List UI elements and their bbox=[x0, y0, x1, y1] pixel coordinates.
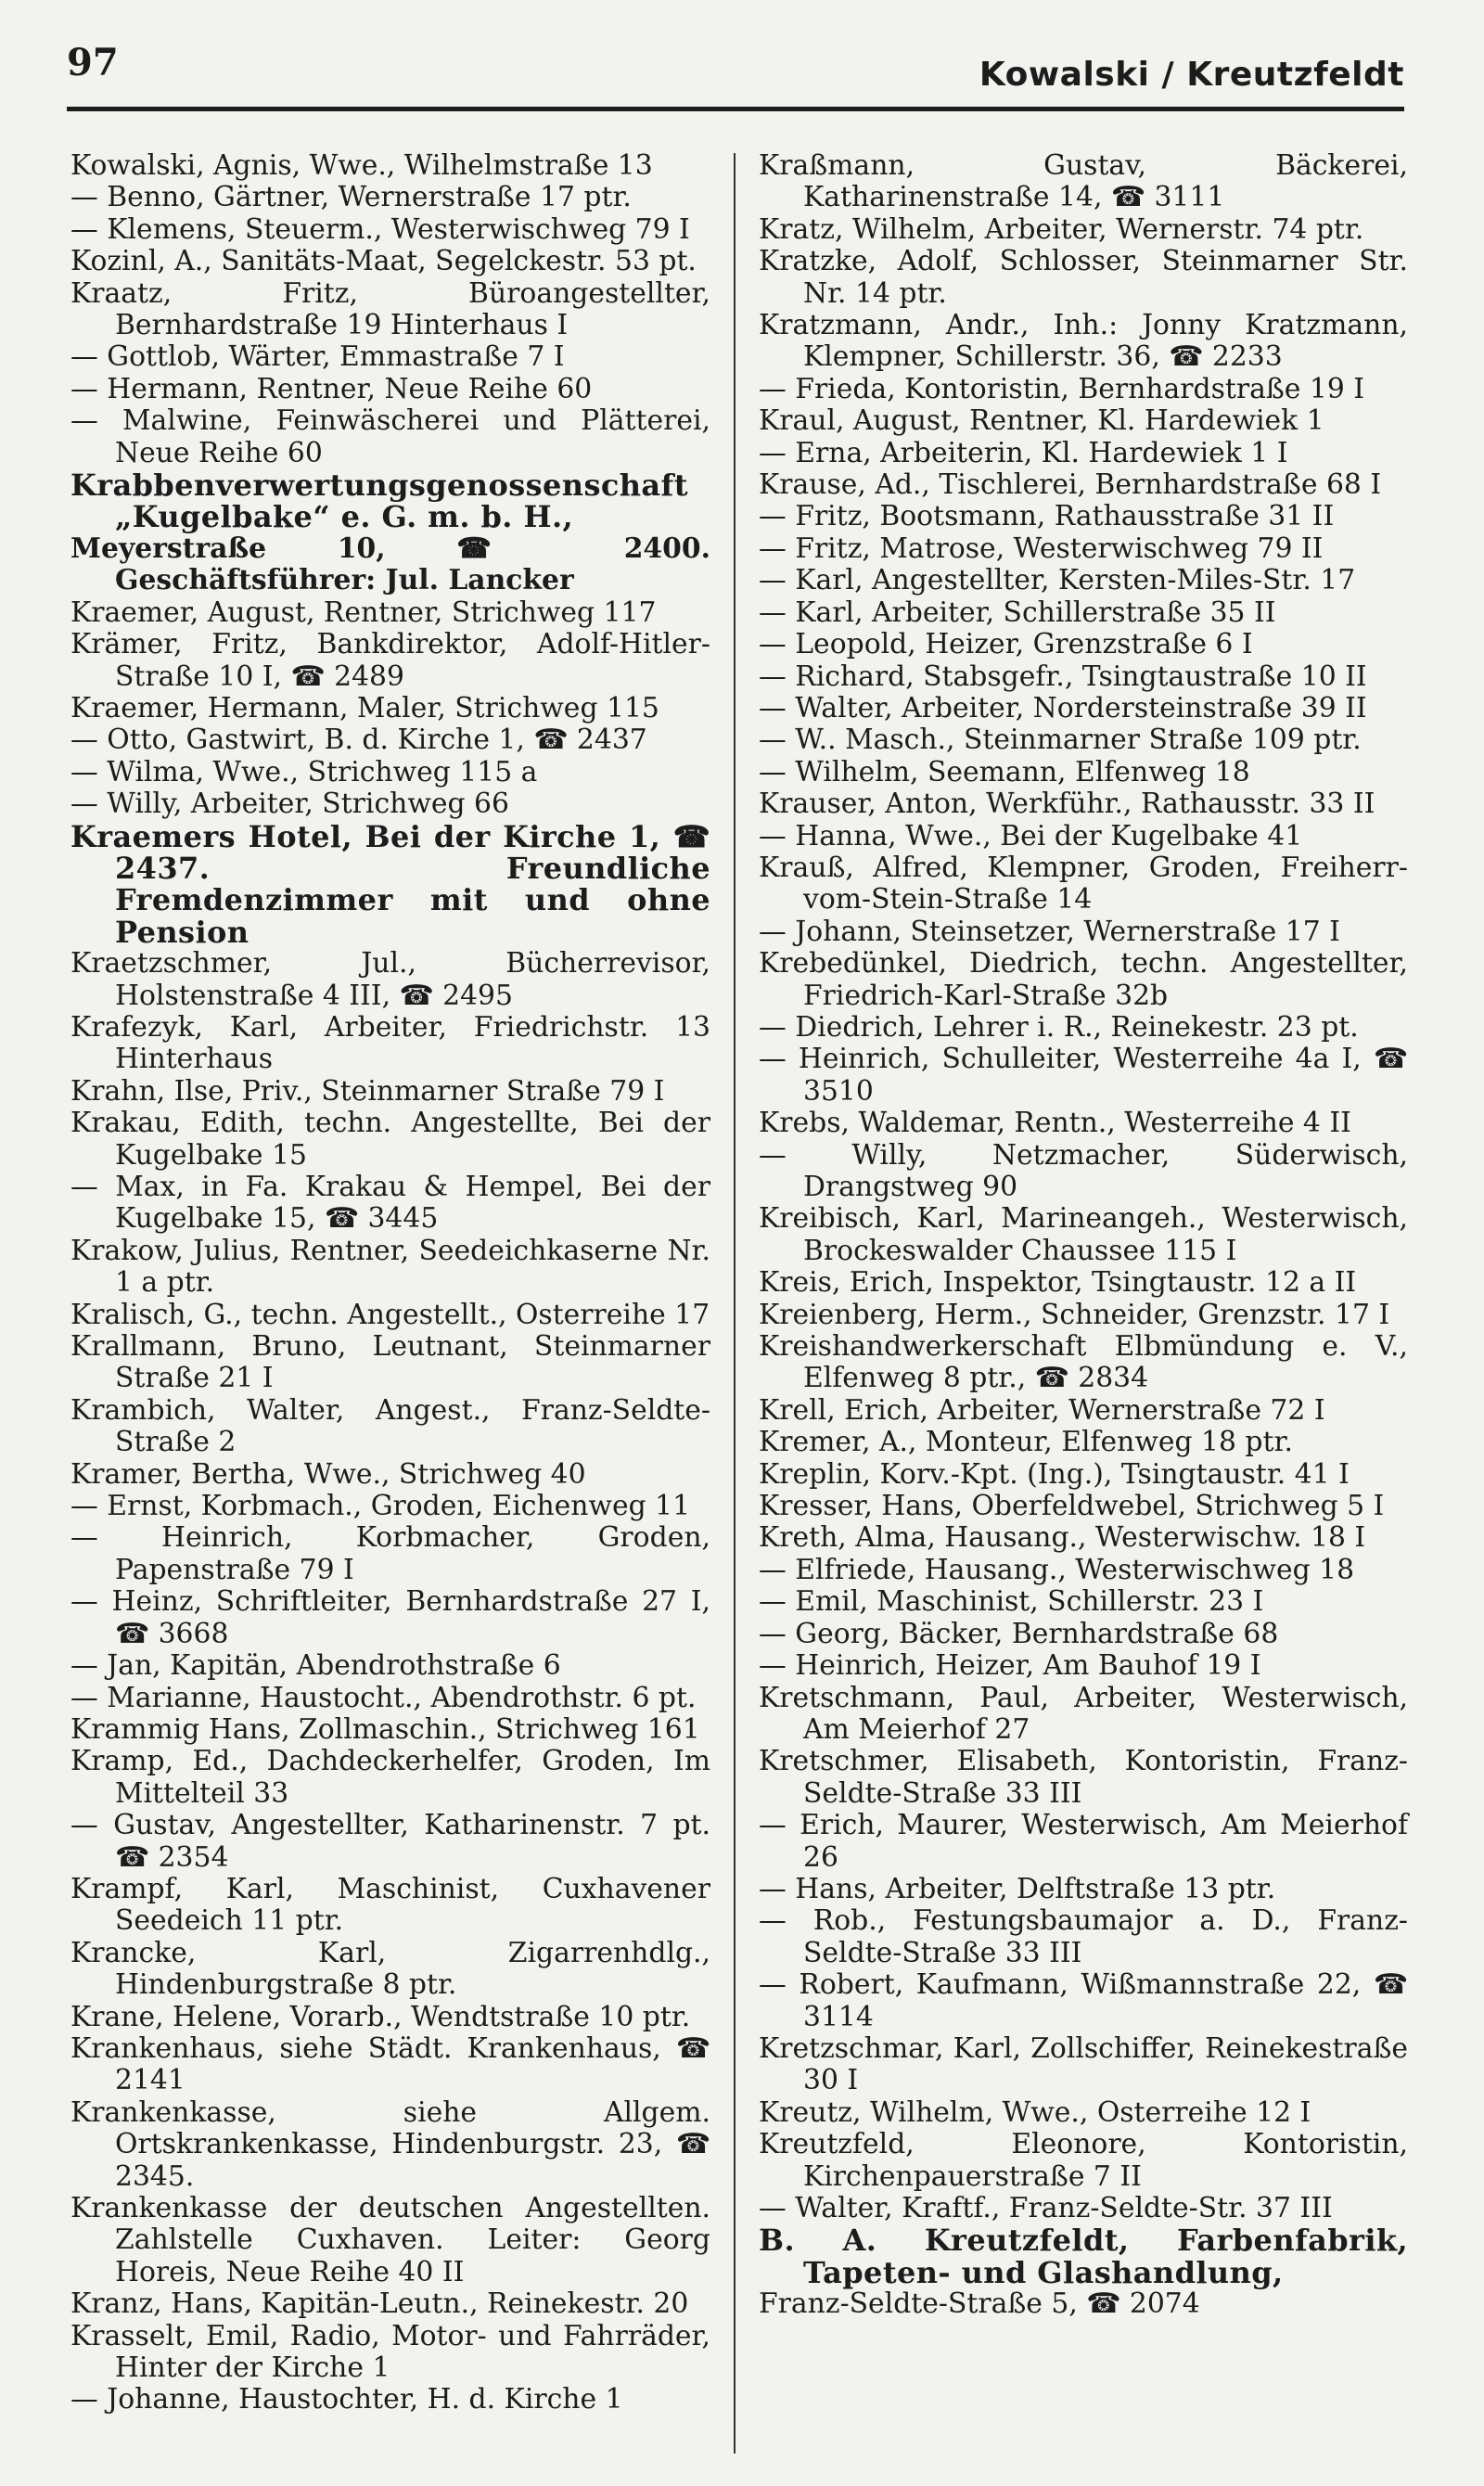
directory-entry: — Georg, Bäcker, Bernhardstraße 68 bbox=[759, 1617, 1279, 1650]
directory-entry: Kreibisch, Karl, Marineangeh., Westerwisch, Brockeswalder Chaussee 115 I bbox=[759, 1202, 1408, 1267]
directory-entry: Krahn, Ilse, Priv., Steinmarner Straße 79 I bbox=[70, 1074, 665, 1108]
directory-entry: Krause, Ad., Tischlerei, Bernhardstraße 68 I bbox=[759, 468, 1382, 502]
directory-entry: — Wilhelm, Seemann, Elfenweg 18 bbox=[759, 755, 1250, 788]
directory-entry: Kretzschmar, Karl, Zollschiffer, Reinekestraße 30 I bbox=[759, 2031, 1408, 2097]
directory-entry: Krauser, Anton, Werkführ., Rathausstr. 33 II bbox=[759, 788, 1375, 821]
right-column bbox=[759, 150, 1408, 2321]
directory-entry: — Diedrich, Lehrer i. R., Reinekestr. 23 pt. bbox=[759, 1010, 1359, 1044]
directory-entry: — Hans, Arbeiter, Delftstraße 13 ptr. bbox=[759, 1872, 1276, 1905]
directory-entry: — Frieda, Kontoristin, Bernhardstraße 19 I bbox=[759, 372, 1365, 405]
directory-entry: Meyerstraße 10, ☎ 2400. Geschäftsführer: Jul. Lancker bbox=[70, 532, 710, 597]
directory-entry: Krancke, Karl, Zigarrenhdlg., Hindenburgstraße 8 ptr. bbox=[70, 1936, 710, 2002]
directory-entry: Kramp, Ed., Dachdeckerhelfer, Groden, Im Mittelteil 33 bbox=[70, 1745, 710, 1810]
directory-entry: Krakau, Edith, techn. Angestellte, Bei der Kugelbake 15 bbox=[70, 1107, 710, 1172]
page-number: 97 bbox=[67, 41, 119, 84]
directory-entry: Kraemer, August, Rentner, Strichweg 117 bbox=[70, 596, 657, 629]
directory-entry: — Richard, Stabsgefr., Tsingtaustraße 10 II bbox=[759, 660, 1367, 693]
directory-entry: Kowalski, Agnis, Wwe., Wilhelmstraße 13 bbox=[70, 149, 653, 182]
directory-entry: — Heinrich, Heizer, Am Bauhof 19 I bbox=[759, 1649, 1261, 1683]
directory-entry: Kraemers Hotel, Bei der Kirche 1, ☎ 2437. Freundliche Fremdenzimmer mit und ohne Pension bbox=[70, 818, 710, 950]
header-rule bbox=[67, 107, 1404, 111]
directory-entry: Kreth, Alma, Hausang., Westerwischw. 18 I bbox=[759, 1521, 1366, 1555]
directory-entry: — Ernst, Korbmach., Groden, Eichenweg 11 bbox=[70, 1490, 691, 1523]
directory-entry: — Hanna, Wwe., Bei der Kugelbake 41 bbox=[759, 819, 1303, 852]
directory-entry: — Heinz, Schriftleiter, Bernhardstraße 27 I, ☎ 3668 bbox=[70, 1585, 710, 1650]
directory-entry: Kremer, A., Monteur, Elfenweg 18 ptr. bbox=[759, 1426, 1293, 1459]
directory-entry: — Wilma, Wwe., Strichweg 115 a bbox=[70, 755, 538, 788]
directory-entry: — Malwine, Feinwäscherei und Plätterei, Neue Reihe 60 bbox=[70, 404, 710, 469]
directory-entry: — Erna, Arbeiterin, Kl. Hardewiek 1 I bbox=[759, 436, 1288, 469]
directory-entry: Kretschmer, Elisabeth, Kontoristin, Franz-Seldte-Straße 33 III bbox=[759, 1745, 1408, 1810]
directory-entry: Krankenhaus, siehe Städt. Krankenhaus, ☎ 2141 bbox=[70, 2031, 710, 2097]
directory-entry: — Max, in Fa. Krakau & Hempel, Bei der Kugelbake 15, ☎ 3445 bbox=[70, 1171, 710, 1236]
directory-entry: Kreienberg, Herm., Schneider, Grenzstr. 17 I bbox=[759, 1298, 1390, 1331]
directory-entry: — W.. Masch., Steinmarner Straße 109 ptr. bbox=[759, 724, 1362, 757]
directory-entry: — Rob., Festungsbaumajor a. D., Franz-Seldte-Straße 33 III bbox=[759, 1904, 1408, 1969]
directory-entry: — Willy, Arbeiter, Strichweg 66 bbox=[70, 788, 509, 821]
directory-entry: — Willy, Netzmacher, Süderwisch, Drangstweg 90 bbox=[759, 1138, 1408, 1203]
directory-entry: — Johanne, Haustochter, H. d. Kirche 1 bbox=[70, 2383, 623, 2416]
directory-entry: — Emil, Maschinist, Schillerstr. 23 I bbox=[759, 1585, 1264, 1619]
directory-entry: — Karl, Arbeiter, Schillerstraße 35 II bbox=[759, 596, 1276, 629]
directory-entry: B. A. Kreutzfeldt, Farbenfabrik, Tapeten- und Glashandlung, bbox=[759, 2223, 1408, 2290]
directory-entry: Krämer, Fritz, Bankdirektor, Adolf-Hitler-Straße 10 I, ☎ 2489 bbox=[70, 628, 710, 693]
directory-entry: — Otto, Gastwirt, B. d. Kirche 1, ☎ 2437 bbox=[70, 724, 647, 757]
directory-entry: — Fritz, Bootsmann, Rathausstraße 31 II bbox=[759, 500, 1335, 533]
directory-entry: — Marianne, Haustocht., Abendrothstr. 6 pt. bbox=[70, 1681, 697, 1714]
directory-entry: Krampf, Karl, Maschinist, Cuxhavener Seedeich 11 ptr. bbox=[70, 1872, 710, 1938]
directory-entry: Kratzke, Adolf, Schlosser, Steinmarner Str. Nr. 14 ptr. bbox=[759, 245, 1408, 310]
directory-entry: Kraßmann, Gustav, Bäckerei, Katharinenstraße 14, ☎ 3111 bbox=[759, 149, 1408, 214]
running-head: Kowalski / Kreutzfeldt bbox=[979, 56, 1404, 94]
directory-entry: Kreishandwerkerschaft Elbmündung e. V., Elfenweg 8 ptr., ☎ 2834 bbox=[759, 1330, 1408, 1395]
directory-entry: Kreutzfeld, Eleonore, Kontoristin, Kirchenpauerstraße 7 II bbox=[759, 2128, 1408, 2193]
directory-entry: Kranz, Hans, Kapitän-Leutn., Reinekestr. 20 bbox=[70, 2287, 689, 2321]
directory-entry: Kraemer, Hermann, Maler, Strichweg 115 bbox=[70, 691, 659, 724]
directory-entry: — Klemens, Steuerm., Westerwischweg 79 I bbox=[70, 212, 690, 246]
directory-entry: Krebs, Waldemar, Rentn., Westerreihe 4 II bbox=[759, 1107, 1351, 1140]
left-column bbox=[70, 150, 710, 2416]
directory-entry: Kraul, August, Rentner, Kl. Hardewiek 1 bbox=[759, 404, 1324, 438]
directory-entry: — Heinrich, Korbmacher, Groden, Papenstraße 79 I bbox=[70, 1521, 710, 1586]
directory-entry: Krammig Hans, Zollmaschin., Strichweg 161 bbox=[70, 1712, 700, 1746]
directory-entry: Kresser, Hans, Oberfeldwebel, Strichweg 5 I bbox=[759, 1490, 1385, 1523]
directory-entry: Kraatz, Fritz, Büroangestellter, Bernhardstraße 19 Hinterhaus I bbox=[70, 276, 710, 342]
directory-entry: Krallmann, Bruno, Leutnant, Steinmarner Straße 21 I bbox=[70, 1330, 710, 1395]
directory-entry: Kralisch, G., techn. Angestellt., Osterreihe 17 bbox=[70, 1298, 710, 1331]
directory-entry: — Robert, Kaufmann, Wißmannstraße 22, ☎ 3114 bbox=[759, 1968, 1408, 2033]
directory-entry: — Gustav, Angestellter, Katharinenstr. 7 pt. ☎ 2354 bbox=[70, 1809, 710, 1874]
directory-entry: Franz-Seldte-Straße 5, ☎ 2074 bbox=[759, 2287, 1200, 2321]
directory-entry: Krell, Erich, Arbeiter, Wernerstraße 72 I bbox=[759, 1393, 1325, 1427]
directory-entry: Krambich, Walter, Angest., Franz-Seldte-Straße 2 bbox=[70, 1393, 710, 1459]
directory-entry: — Benno, Gärtner, Wernerstraße 17 ptr. bbox=[70, 181, 632, 214]
directory-entry: — Walter, Kraftf., Franz-Seldte-Str. 37 III bbox=[759, 2192, 1333, 2224]
directory-entry: Krafezyk, Karl, Arbeiter, Friedrichstr. 13 Hinterhaus bbox=[70, 1010, 710, 1076]
directory-entry: Kreplin, Korv.-Kpt. (Ing.), Tsingtaustr. 41 I bbox=[759, 1457, 1350, 1491]
directory-entry: — Karl, Angestellter, Kersten-Miles-Str. 17 bbox=[759, 564, 1356, 597]
directory-entry: — Walter, Arbeiter, Nordersteinstraße 39 II bbox=[759, 691, 1367, 724]
directory-entry: Krasselt, Emil, Radio, Motor- und Fahrräder, Hinter der Kirche 1 bbox=[70, 2319, 710, 2385]
directory-entry: Kreutz, Wilhelm, Wwe., Osterreihe 12 I bbox=[759, 2095, 1311, 2129]
directory-entry: Kreis, Erich, Inspektor, Tsingtaustr. 12 a II bbox=[759, 1266, 1357, 1300]
directory-entry: — Elfriede, Hausang., Westerwischweg 18 bbox=[759, 1553, 1355, 1586]
column-divider bbox=[734, 153, 736, 2454]
directory-entry: — Gottlob, Wärter, Emmastraße 7 I bbox=[70, 340, 565, 374]
directory-entry: — Jan, Kapitän, Abendrothstraße 6 bbox=[70, 1649, 561, 1683]
directory-entry: — Leopold, Heizer, Grenzstraße 6 I bbox=[759, 628, 1253, 661]
directory-entry: — Hermann, Rentner, Neue Reihe 60 bbox=[70, 372, 593, 405]
directory-entry: Krabbenverwertungsgenossenschaft „Kugelbake“ e. G. m. b. H., bbox=[70, 468, 688, 535]
directory-entry: Krankenkasse, siehe Allgem. Ortskrankenkasse, Hindenburgstr. 23, ☎ 2345. bbox=[70, 2095, 710, 2193]
directory-entry: Krane, Helene, Vorarb., Wendtstraße 10 ptr. bbox=[70, 2000, 691, 2033]
directory-entry: Krauß, Alfred, Klempner, Groden, Freiherr-vom-Stein-Straße 14 bbox=[759, 851, 1408, 916]
directory-entry: Krebedünkel, Diedrich, techn. Angestellter, Friedrich-Karl-Straße 32b bbox=[759, 947, 1408, 1012]
directory-entry: Kretschmann, Paul, Arbeiter, Westerwisch, Am Meierhof 27 bbox=[759, 1681, 1408, 1746]
directory-entry: Kraetzschmer, Jul., Bücherrevisor, Holstenstraße 4 III, ☎ 2495 bbox=[70, 947, 710, 1012]
directory-entry: Kratzmann, Andr., Inh.: Jonny Kratzmann, Klempner, Schillerstr. 36, ☎ 2233 bbox=[759, 309, 1408, 374]
directory-entry: Krankenkasse der deutschen Angestellten. Zahlstelle Cuxhaven. Leiter: Georg Horeis, Neue Reihe 40 II bbox=[70, 2192, 710, 2288]
directory-entry: Kozinl, A., Sanitäts-Maat, Segelckestr. 53 pt. bbox=[70, 245, 697, 278]
directory-entry: — Fritz, Matrose, Westerwischweg 79 II bbox=[759, 532, 1324, 565]
directory-entry: Kratz, Wilhelm, Arbeiter, Wernerstr. 74 ptr. bbox=[759, 212, 1364, 246]
directory-entry: — Heinrich, Schulleiter, Westerreihe 4a I, ☎ 3510 bbox=[759, 1043, 1408, 1108]
directory-entry: Kramer, Bertha, Wwe., Strichweg 40 bbox=[70, 1457, 586, 1491]
directory-entry: Krakow, Julius, Rentner, Seedeichkaserne Nr. 1 a ptr. bbox=[70, 1234, 710, 1300]
directory-entry: — Erich, Maurer, Westerwisch, Am Meierhof 26 bbox=[759, 1809, 1408, 1874]
directory-entry: — Johann, Steinsetzer, Wernerstraße 17 I bbox=[759, 915, 1340, 948]
